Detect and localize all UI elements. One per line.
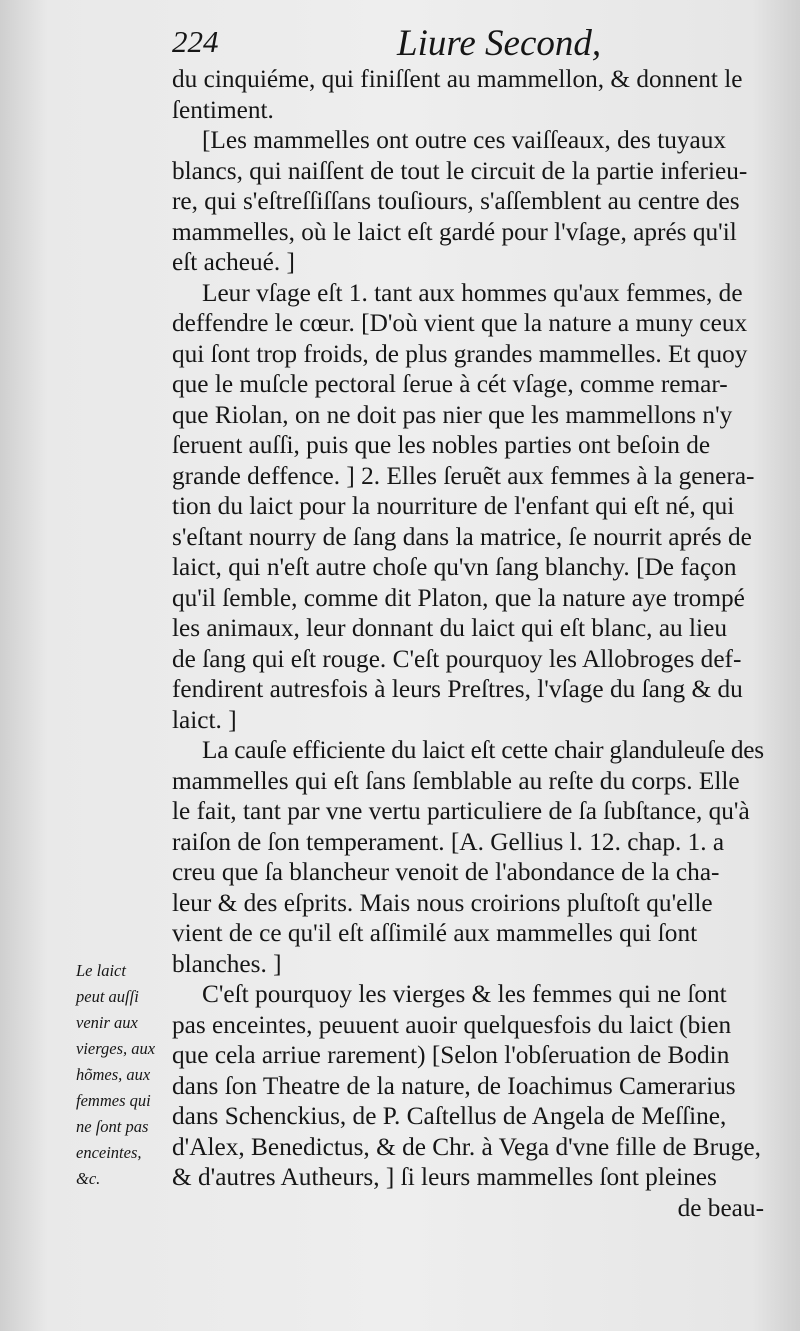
margin-note-line: enceintes,	[76, 1143, 142, 1162]
text-line: mammelles, où le laict eſt gardé pour l'vſage, aprés qu'il	[172, 217, 737, 246]
catchword: de beau-	[677, 1193, 764, 1222]
text-line: ſentiment.	[172, 95, 274, 124]
text-line: d'Alex, Benedictus, & de Chr. à Vega d'vne fille de Bruge,	[172, 1132, 761, 1161]
text-line: du cinquiéme, qui finiſſent au mammellon, & donnent le	[172, 65, 743, 93]
text-line: La cauſe efficiente du laict eſt cette chair glanduleuſe des	[202, 736, 764, 764]
text-line: re, qui s'eſtreſſiſſans touſiours, s'aſſemblent au centre des	[172, 187, 740, 215]
text-line: pas enceintes, peuuent auoir quelquesfois du laict (bien	[172, 1010, 732, 1039]
text-line: dans Schenckius, de P. Caſtellus de Angela de Meſſine,	[172, 1102, 727, 1130]
margin-note-line: hõmes, aux	[76, 1065, 151, 1084]
text-line: C'eſt pourquoy les vierges & les femmes qui ne ſont	[202, 980, 727, 1008]
text-line: blancs, qui naiſſent de tout le circuit de la partie inferieu-	[172, 156, 748, 185]
margin-note-line: peut auſſi	[76, 987, 139, 1006]
text-line: que Riolan, on ne doit pas nier que les mammellons n'y	[172, 400, 733, 429]
margin-note-line: vierges, aux	[76, 1039, 156, 1058]
text-line: vient de ce qu'il eſt aſſimilé aux mammelles qui ſont	[172, 919, 698, 947]
text-line: laict. ]	[172, 705, 237, 734]
running-title: Liure Second,	[397, 23, 602, 64]
margin-note-line: Le laict	[76, 961, 126, 980]
text-line: [Les mammelles ont outre ces vaiſſeaux, des tuyaux	[202, 126, 727, 154]
margin-note-line: &c.	[76, 1169, 101, 1188]
margin-note-line: venir aux	[76, 1013, 138, 1032]
text-line: s'eſtant nourry de ſang dans la matrice, ſe nourrit aprés de	[172, 522, 752, 551]
text-line: blanches. ]	[172, 949, 282, 978]
page-header	[172, 22, 772, 68]
text-line: eſt acheué. ]	[172, 248, 295, 276]
text-line: Leur vſage eſt 1. tant aux hommes qu'aux femmes, de	[202, 278, 743, 307]
page-number: 224	[172, 24, 219, 59]
text-line: le fait, tant par vne vertu particuliere de ſa ſubſtance, qu'à	[172, 797, 750, 825]
text-line: laict, qui n'eſt autre choſe qu'vn ſang blanchy. [De façon	[172, 553, 737, 581]
text-line: les animaux, leur donnant du laict qui eſt blanc, au lieu	[172, 614, 727, 642]
text-line: creu que ſa blancheur venoit de l'abondance de la cha-	[172, 858, 720, 886]
text-line: que cela arriue rarement) [Selon l'obſeruation de Bodin	[172, 1041, 730, 1069]
margin-note-line: femmes qui	[76, 1091, 151, 1110]
text-line: mammelles qui eſt ſans ſemblable au reſte du corps. Elle	[172, 766, 740, 795]
text-line: que le muſcle pectoral ſerue à cét vſage, comme remar-	[172, 370, 728, 398]
text-line: fendirent autresfois à leurs Preſtres, l'vſage du ſang & du	[172, 675, 743, 703]
margin-note-line: ne ſont pas	[76, 1117, 149, 1136]
text-line: deffendre le cœur. [D'où vient que la nature a muny ceux	[172, 309, 748, 337]
text-line: qui ſont trop froids, de plus grandes mammelles. Et quoy	[172, 339, 748, 368]
text-line: grande deffence. ] 2. Elles ſeruẽt aux femmes à la genera-	[172, 461, 755, 490]
text-line: raiſon de ſon temperament. [A. Gellius l. 12. chap. 1. a	[172, 827, 725, 856]
margin-note	[76, 958, 168, 1192]
text-line: ſeruent auſſi, puis que les nobles parties ont beſoin de	[172, 431, 711, 459]
text-line: de ſang qui eſt rouge. C'eſt pourquoy les Allobroges def-	[172, 644, 742, 673]
text-line: qu'il ſemble, comme dit Platon, que la nature aye trompé	[172, 583, 745, 612]
text-line: tion du laict pour la nourriture de l'enfant qui eſt né, qui	[172, 492, 735, 520]
text-line: dans ſon Theatre de la nature, de Ioachimus Camerarius	[172, 1071, 736, 1100]
text-line: leur & des eſprits. Mais nous croirions pluſtoſt qu'elle	[172, 888, 713, 917]
text-line: & d'autres Autheurs, ] ſi leurs mammelles ſont pleines	[172, 1163, 717, 1191]
main-text	[172, 64, 764, 1223]
